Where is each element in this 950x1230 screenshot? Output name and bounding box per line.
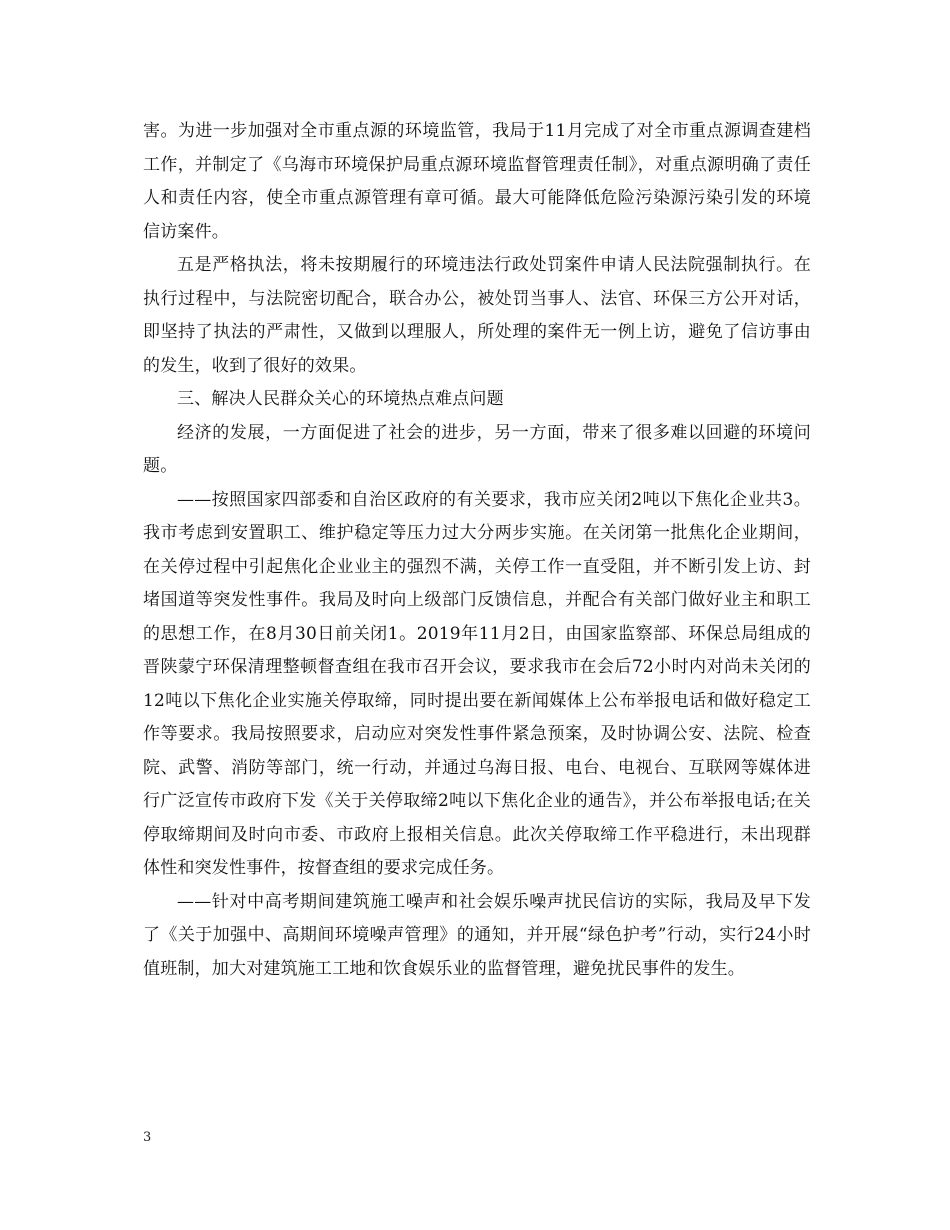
paragraph-2: 五是严格执法，将未按期履行的环境违法行政处罚案件申请人民法院强制执行。在执行过程中，与法院密切配合，联合办公，被处罚当事人、法官、环保三方公开对话，即坚持了执法的严肃性，又做到以理服人，所处理的案件无一例上访，避免了信访事由的发生，收到了很好的效果。 <box>143 255 811 376</box>
section-heading: 三、解决人民群众关心的环境热点难点问题 <box>177 389 504 409</box>
paragraph-5: ——针对中高考期间建筑施工噪声和社会娱乐噪声扰民信访的实际，我局及早下发了《关于加强中、高期间环境噪声管理》的通知，并开展“绿色护考”行动，实行24小时值班制，加大对建筑施工工地和饮食娱乐业的监督管理，避免扰民事件的发生。 <box>143 891 811 979</box>
document-body <box>143 115 811 986</box>
paragraph-1: 害。为进一步加强对全市重点源的环境监管，我局于11月完成了对全市重点源调查建档工作，并制定了《乌海市环境保护局重点源环境监督管理责任制》，对重点源明确了责任人和责任内容，使全市重点源管理有章可循。最大可能降低危险污染源污染引发的环境信访案件。 <box>143 121 811 242</box>
page-number: 3 <box>143 1130 152 1145</box>
paragraph-3: 经济的发展，一方面促进了社会的进步，另一方面，带来了很多难以回避的环境问题。 <box>143 422 811 476</box>
paragraph-4: ——按照国家四部委和自治区政府的有关要求，我市应关闭2吨以下焦化企业共3。我市考虑到安置职工、维护稳定等压力过大分两步实施。在关闭第一批焦化企业期间，在关停过程中引起焦化企业业主的强烈不满，关停工作一直受阻，并不断引发上访、封堵国道等突发性事件。我局及时向上级部门反馈信息，并配合有关部门做好业主和职工的思想工作，在8月30日前关闭1。2019年11月2日，由国家监察部、环保总局组成的晋陕蒙宁环保清理整顿督查组在我市召开会议，要求我市在会后72小时内对尚未关闭的12吨以下焦化企业实施关停取缔，同时提出要在新闻媒体上公布举报电话和做好稳定工作等要求。我局按照要求，启动应对突发性事件紧急预案，及时协调公安、法院、检查院、武警、消防等部门，统一行动，并通过乌海日报、电台、电视台、互联网等媒体进行广泛宣传市政府下发《关于关停取缔2吨以下焦化企业的通告》，并公布举报电话;在关停取缔期间及时向市委、市政府上报相关信息。此次关停取缔工作平稳进行，未出现群体性和突发性事件，按督查组的要求完成任务。 <box>143 489 811 878</box>
